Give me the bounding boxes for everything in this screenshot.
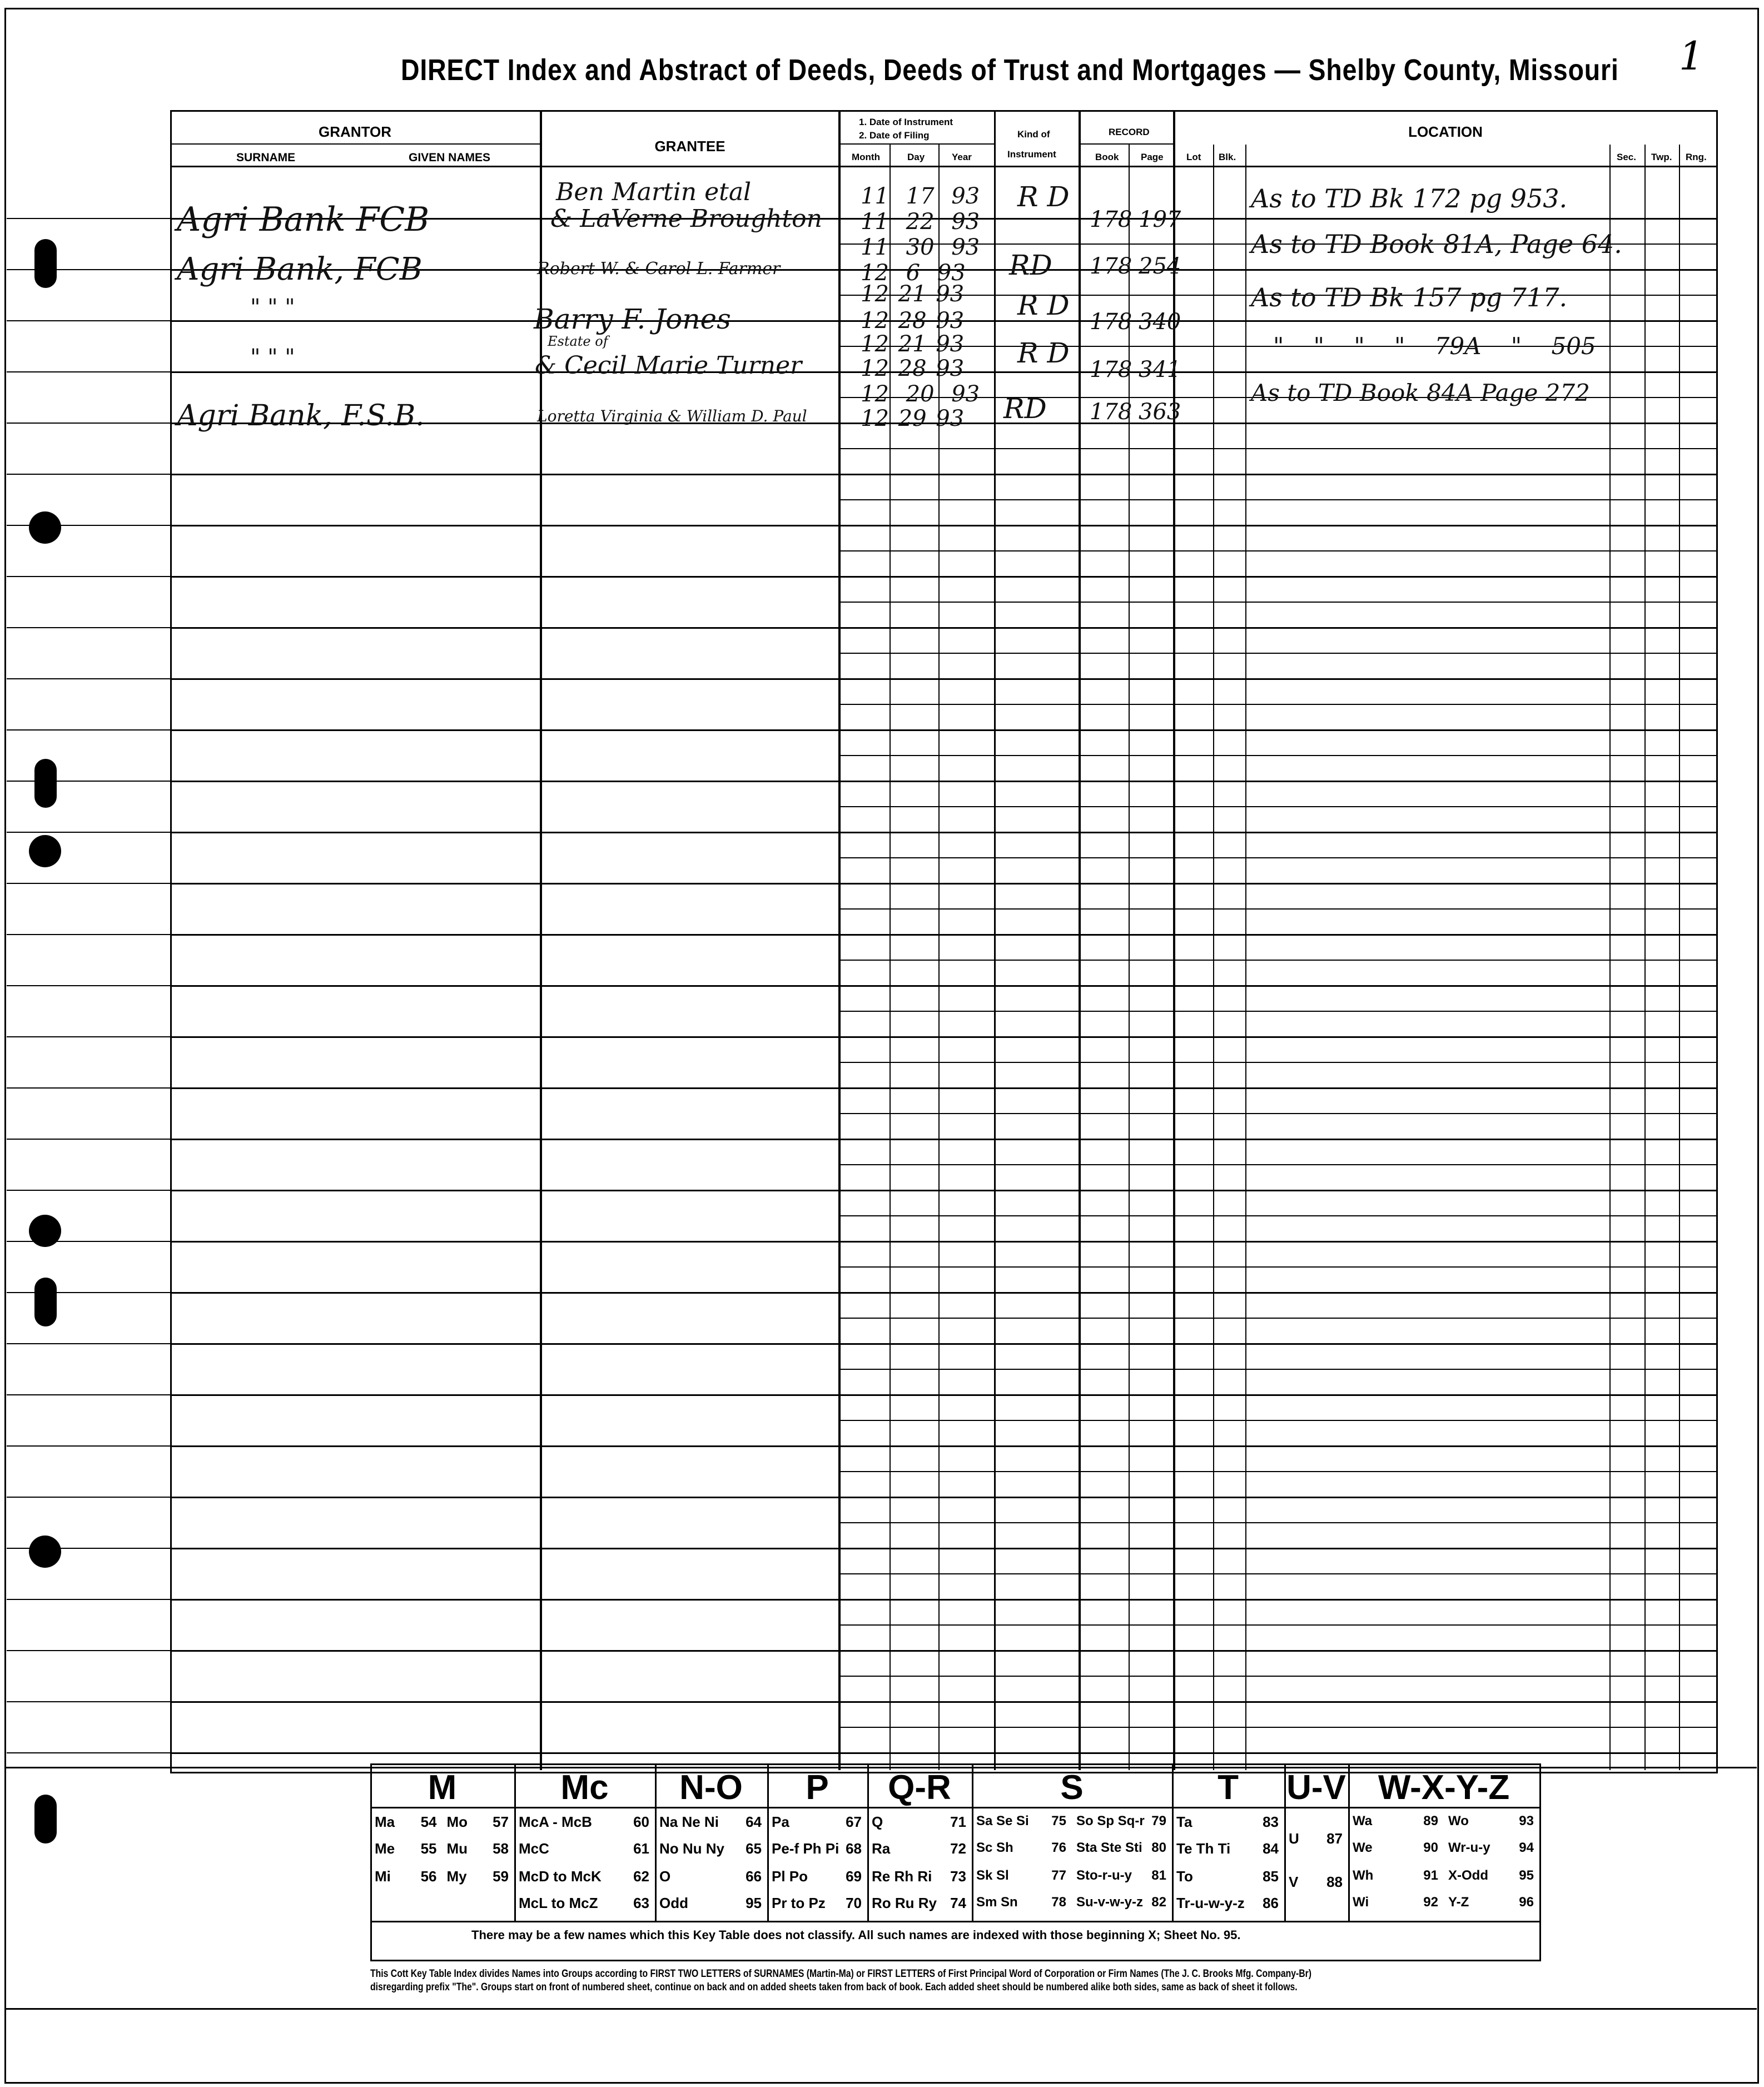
entry-2-grantor: Agri Bank, FCB [177,251,423,287]
key-table-entry: Me 55 [375,1840,437,1857]
margin-rule [7,1752,170,1753]
entry-3-date-instrument: 12 21 93 [861,281,965,307]
margin-rule [7,1650,170,1651]
ruled-line [170,1701,1716,1703]
entry-3-location: As to TD Bk 157 pg 717. [1251,282,1568,312]
entry-2-book: 178 [1090,254,1132,279]
key-table-entry: V 88 [1289,1874,1343,1890]
ruled-line [838,755,1716,756]
key-table-entry: McD to McK 62 [519,1868,649,1885]
margin-rule [7,269,170,270]
entry-2-kind: RD [1009,249,1052,281]
date-header-line1: 1. Date of Instrument [859,117,953,127]
entry-5-grantee-line1: Loretta Virginia & William D. Paul [537,407,807,425]
ruled-line [170,1036,1716,1038]
ruled-line [170,1190,1716,1191]
entry-5-book: 178 [1090,399,1132,425]
binder-hole-3 [29,1215,61,1247]
footer-rule [6,2008,1757,2010]
key-table-letter: Q-R [888,1768,951,1807]
ruled-line [838,1420,1716,1421]
page-number: 1 [1679,33,1704,79]
ruled-line [170,1752,1716,1754]
ruled-line [838,1727,1716,1728]
key-table-entry: Y-Z 96 [1448,1895,1534,1910]
entry-2-location: As to TD Book 81A, Page 64. [1251,229,1622,259]
entry-3-date-filing: 12 28 93 [861,308,965,334]
entry-5-location: As to TD Book 84A Page 272 [1251,379,1590,406]
divider-sec-twp [1644,145,1646,1770]
blk-header: Blk. [1219,152,1236,162]
margin-rule [7,1445,170,1447]
key-table-entry: Ta 83 [1176,1813,1279,1830]
margin-rule [7,781,170,782]
ruled-line [170,883,1716,885]
margin-rule [7,576,170,577]
ruled-line [838,602,1716,603]
margin-rule [7,1292,170,1293]
ruled-line [170,474,1716,475]
entry-4-grantee-line1: Estate of [548,334,608,349]
ruled-line [838,1624,1716,1626]
date-subheader-rule [838,143,994,145]
entry-1-date-filing: 11 22 93 [861,209,980,235]
entry-3-book: 178 [1090,309,1132,335]
divider-book-page [1129,145,1130,1770]
ruled-line [170,934,1716,936]
key-table-letter: S [1060,1768,1084,1807]
entry-1-kind: R D [1017,181,1070,213]
lot-header: Lot [1186,152,1201,162]
binder-slot-4 [34,1795,57,1843]
key-table-entry: Ma 54 [375,1813,437,1830]
day-header: Day [907,152,925,162]
ruled-line [838,1215,1716,1216]
entry-5-page: 363 [1139,399,1181,425]
page-header: Page [1141,152,1164,162]
margin-rule [7,627,170,628]
margin-rule [7,1139,170,1140]
key-table-entry: McA - McB 60 [519,1813,649,1830]
binder-hole-2 [29,835,61,867]
sec-header: Sec. [1617,152,1636,162]
date-header-line2: 2. Date of Filing [859,130,930,141]
ruled-line [838,857,1716,858]
year-header: Year [952,152,972,162]
ruled-line [838,806,1716,807]
binder-slot-1 [34,239,57,288]
key-table-entry: Mo 57 [446,1813,509,1830]
grantor-subheader-rule [170,143,540,145]
ruled-line [838,960,1716,961]
margin-rule [7,985,170,986]
entry-2-date-instrument: 11 30 93 [861,235,980,260]
key-table-entry: McC 61 [519,1840,649,1857]
ruled-line [838,1318,1716,1319]
ruled-line [838,1266,1716,1268]
footer-line-2: disregarding prefix "The". Groups start on front of numbered sheet, continue on back and on added sheets taken from back of book. Each added sheet should be numbered alike both sides, same as back of sheet it follows. [370,1981,1298,1993]
key-table-letter: N-O [679,1768,743,1807]
month-header: Month [852,152,880,162]
key-table-letter: U-V [1286,1768,1346,1807]
ruled-line [170,1241,1716,1243]
margin-rule [7,218,170,219]
margin-rule [7,423,170,424]
key-table-entry: Sc Sh 76 [976,1840,1066,1855]
entry-1-grantor: Agri Bank FCB [177,200,430,239]
key-table-entry: Sta Ste Sti 80 [1076,1840,1166,1855]
margin-rule [7,1497,170,1498]
entry-2-grantee-line1: Robert W. & Carol L. Farmer [537,259,781,279]
key-table-letter: P [806,1768,829,1807]
grantee-header: GRANTEE [654,138,726,155]
entry-4-kind: R D [1017,337,1070,369]
ruled-line [838,1011,1716,1012]
entry-1-grantee-line2: & LaVerne Broughton [550,205,822,233]
entry-4-location: " " " " 79A " 505 [1273,332,1596,360]
ruled-line [838,1573,1716,1574]
ruled-line [170,627,1716,629]
ruled-line [838,1113,1716,1114]
ruled-line [170,832,1716,833]
key-table-entry: Wr-u-y 94 [1448,1840,1534,1855]
ruled-line [170,781,1716,782]
entry-4-book: 178 [1090,357,1132,382]
ruled-line [170,985,1716,987]
entry-1-location: As to TD Bk 172 pg 953. [1251,183,1568,213]
key-table-entry: Pl Po 69 [772,1868,862,1885]
grantor-header: GRANTOR [319,123,391,140]
entry-2-page: 254 [1139,254,1181,279]
kind-header-line2: Instrument [1007,149,1056,160]
key-table-entry: We 90 [1353,1840,1438,1855]
key-table-entry: Su-v-w-y-z 82 [1076,1895,1166,1910]
page-title: DIRECT Index and Abstract of Deeds, Deeds of Trust and Mortgages — Shelby County, Missouri [401,53,1619,87]
entry-5-kind: RD [1003,392,1047,425]
margin-rule [7,832,170,833]
ruled-line [838,1062,1716,1063]
key-table-entry: Mi 56 [375,1868,437,1885]
divider-blk-desc [1245,145,1246,1770]
key-table-entry: To 85 [1176,1868,1279,1885]
key-table-entry: U 87 [1289,1830,1343,1847]
divider-grantee-date [838,110,841,1770]
key-table-entry: Wi 92 [1353,1895,1438,1910]
ruled-line [170,1394,1716,1396]
binder-slot-3 [34,1278,57,1326]
ruled-line [838,550,1716,551]
key-table-entry: Ro Ru Ry 74 [872,1895,966,1911]
given-names-header: GIVEN NAMES [409,151,491,164]
margin-rule [7,474,170,475]
key-table-letter: M [428,1768,457,1807]
key-table-entry: Mu 58 [446,1840,509,1857]
entry-1-book: 178 [1090,207,1132,232]
book-header: Book [1095,152,1119,162]
ruled-line [170,1650,1716,1652]
margin-rule [7,320,170,321]
key-table-entry: Wa 89 [1353,1813,1438,1828]
ruled-line [838,1676,1716,1677]
divider-lot-blk [1213,145,1214,1770]
margin-rule [7,1036,170,1037]
key-table-entry: Q 71 [872,1813,966,1830]
key-table-entry: Pe-f Ph Pi 68 [772,1840,862,1857]
margin-rule [7,371,170,372]
ruled-line [170,678,1716,680]
ruled-line [838,653,1716,654]
ruled-line [170,576,1716,578]
twp-header: Twp. [1651,152,1672,162]
margin-rule [7,1394,170,1395]
binder-hole-4 [29,1536,61,1568]
entry-3-grantee-line1: Barry F. Jones [534,303,731,335]
ruled-line [170,1548,1716,1549]
divider-desc-sec [1609,145,1611,1770]
key-table-entry: Re Rh Ri 73 [872,1868,966,1885]
rng-header: Rng. [1686,152,1707,162]
key-table-entry: X-Odd 95 [1448,1868,1534,1883]
key-table-entry: Na Ne Ni 64 [659,1813,762,1830]
entry-4-grantee-line2: & Cecil Marie Turner [535,351,802,380]
entry-4-grantor: " " " [250,345,295,370]
key-table-entry: My 59 [446,1868,509,1885]
kind-header-line1: Kind of [1017,129,1050,140]
entry-3-kind: R D [1017,289,1070,321]
key-table-entry: Te Th Ti 84 [1176,1840,1279,1857]
ruled-line [170,1497,1716,1498]
key-table-note-rule [370,1921,1539,1922]
ruled-line [838,908,1716,910]
key-table-entry: So Sp Sq-r 79 [1076,1813,1166,1828]
entry-1-page: 197 [1139,207,1181,232]
key-table-entry: Wo 93 [1448,1813,1534,1828]
binder-slot-2 [34,759,57,808]
divider-kind-record [1079,110,1081,1770]
ruled-line [170,1139,1716,1140]
margin-rule [7,934,170,935]
ruled-line [170,1087,1716,1089]
ruled-line [170,1343,1716,1345]
margin-rule [7,883,170,884]
ruled-line [838,1369,1716,1370]
header-rule [170,166,1716,167]
key-table-entry: McL to McZ 63 [519,1895,649,1911]
ruled-line [838,1471,1716,1472]
key-table-entry: Ra 72 [872,1840,966,1857]
ruled-line [838,499,1716,500]
entry-5-grantor: Agri Bank, F.S.B. [177,399,425,433]
margin-rule [7,1087,170,1089]
ruled-line [170,1292,1716,1294]
key-table-entry: Sto-r-u-y 81 [1076,1868,1166,1883]
margin-rule [7,1701,170,1702]
location-header: LOCATION [1408,123,1483,140]
entry-1-grantee-line1: Ben Martin etal [556,178,752,206]
key-table-entry: Tr-u-w-y-z 86 [1176,1895,1279,1911]
key-table-entry: Sm Sn 78 [976,1895,1066,1910]
entry-3-page: 340 [1139,309,1181,335]
key-table-entry: No Nu Ny 65 [659,1840,762,1857]
margin-rule [7,1343,170,1344]
margin-rule [7,678,170,679]
key-table-entry: O 66 [659,1868,762,1885]
entry-5-date-filing: 12 29 93 [861,406,965,431]
entry-4-page: 341 [1139,357,1181,382]
key-table-entry: Wh 91 [1353,1868,1438,1883]
ruled-line [170,525,1716,526]
key-table-entry: Sk Sl 77 [976,1868,1066,1883]
entry-4-date-instrument: 12 21 93 [861,331,965,357]
ruled-line [838,1164,1716,1165]
entry-4-date-filing: 12 28 93 [861,356,965,381]
ruled-line [838,1522,1716,1523]
entry-2-date-filing: 12 6 93 [861,260,966,286]
margin-rule [7,1190,170,1191]
entry-5-date-instrument: 12 20 93 [861,381,980,407]
ruled-line [170,729,1716,731]
footer-line-1: This Cott Key Table Index divides Names into Groups according to FIRST TWO LETTERS of SURNAMES (Martin-Ma) or FIRST LETTERS of First Principal Word of Corporation or Firm Names (The J. C. Brooks Mfg. Company-Br) [370,1968,1312,1980]
margin-rule [7,729,170,731]
margin-rule [7,1241,170,1242]
ruled-line [838,704,1716,705]
record-header: RECORD [1109,127,1150,137]
divider-twp-rng [1679,145,1680,1770]
divider-date-kind [994,110,996,1770]
key-table-letter: T [1218,1768,1239,1807]
surname-header: SURNAME [236,151,296,164]
key-table-note: There may be a few names which this Key Table does not classify. All such names are indexed with those beginning X; Sheet No. 95. [471,1928,1241,1942]
key-table-entry: Pr to Pz 70 [772,1895,862,1911]
key-table-letter: W-X-Y-Z [1378,1768,1510,1807]
binder-hole-1 [29,511,61,544]
key-table-letter: Mc [560,1768,609,1807]
key-table-entry: Pa 67 [772,1813,862,1830]
entry-3-grantor: " " " [250,295,295,320]
key-table-entry: Odd 95 [659,1895,762,1911]
ruled-line [838,448,1716,449]
margin-rule [7,1599,170,1600]
ruled-line [170,1445,1716,1447]
ruled-line [170,1599,1716,1601]
entry-1-date-instrument: 11 17 93 [861,183,980,209]
record-subheader-rule [1079,143,1173,145]
key-table-entry: Sa Se Si 75 [976,1813,1066,1828]
